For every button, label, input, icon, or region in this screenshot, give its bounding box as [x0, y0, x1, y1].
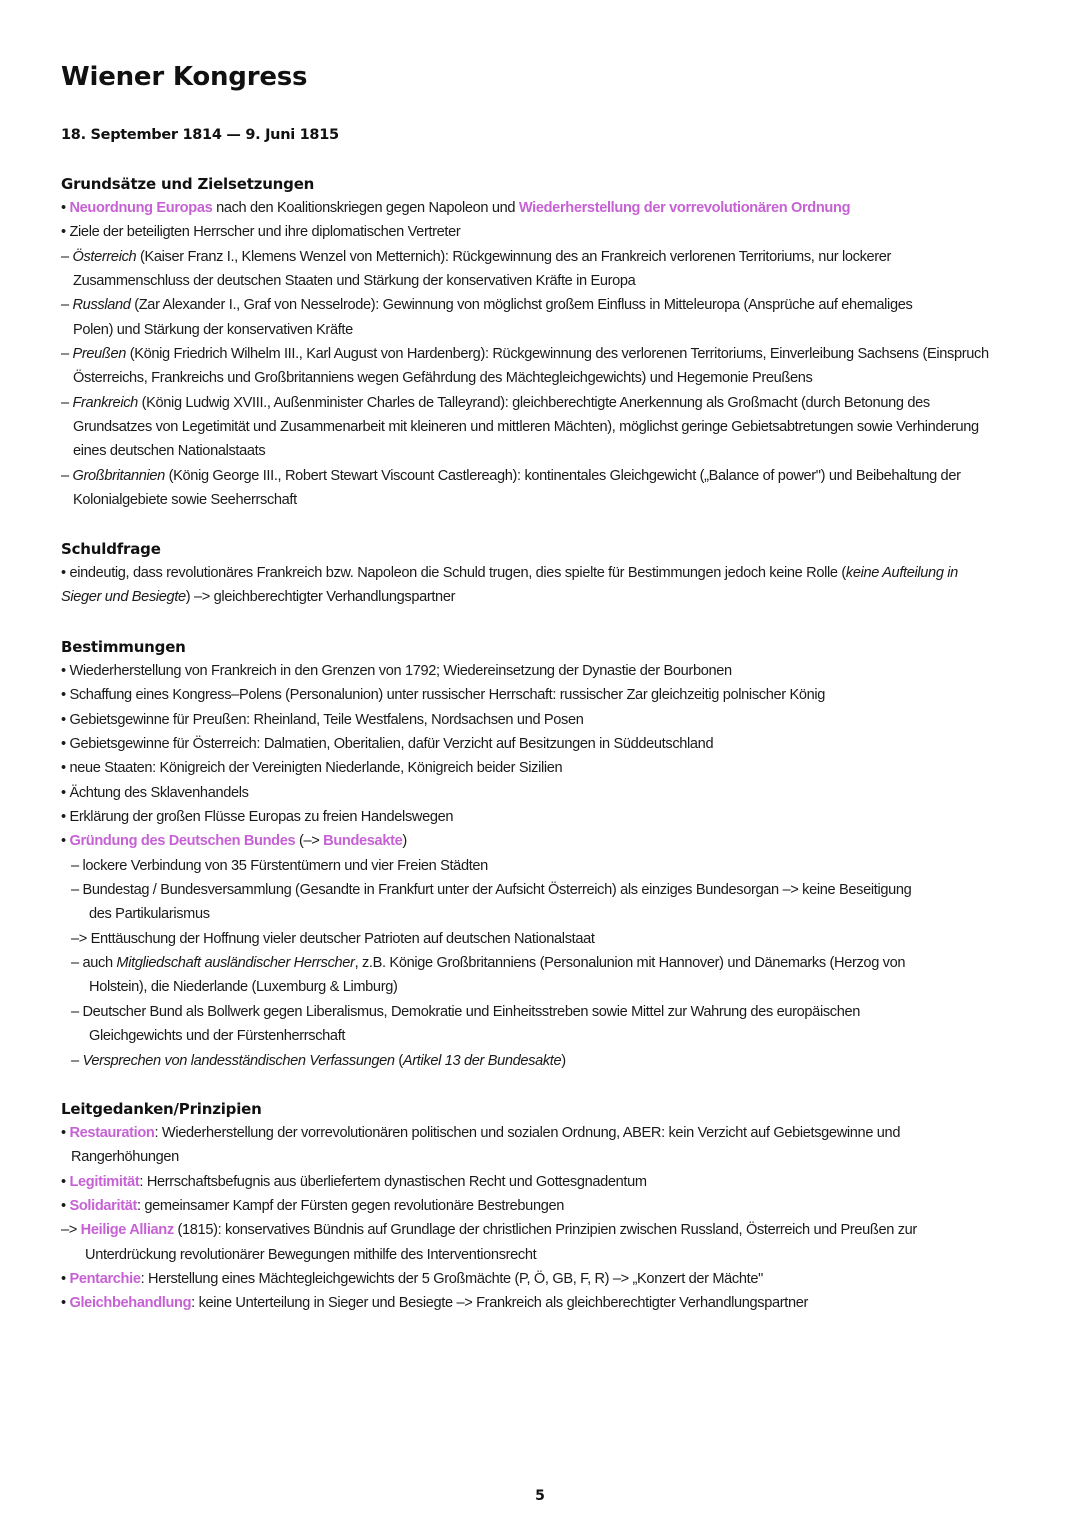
sub-item-continuation: des Partikularismus — [89, 906, 210, 923]
principle-legitimitaet: • Legitimität: Herrschaftsbefugnis aus überliefertem dynastischen Recht und Gottesgnadentum — [61, 1173, 647, 1190]
principle-pentarchie: • Pentarchie: Herstellung eines Mächtegleichgewichts der 5 Großmächte (P, Ö, GB, F, R) –> „Konzert der Mächte" — [61, 1271, 763, 1288]
section-leitgedanken — [61, 1097, 1022, 1316]
dash-item-grossbritannien: – Großbritannien (König George III., Robert Stewart Viscount Castlereagh): kontinentales Gleichgewicht („Balance of power") und Beibehaltung der — [61, 467, 961, 484]
page-title: Wiener Kongress — [61, 62, 308, 92]
sub-item: – Versprechen von landesständischen Verfassungen (Artikel 13 der Bundesakte) — [71, 1052, 566, 1069]
section-heading: Bestimmungen — [61, 638, 186, 656]
dash-item-continuation: Grundsatzes von Legetimität und Zusammenarbeit mit kleineren und mittleren Mächten), möglichst geringe Gebietsabtretungen sowie Verhinderung — [73, 419, 979, 436]
principle-solidaritaet: • Solidarität: gemeinsamer Kampf der Fürsten gegen revolutionäre Bestrebungen — [61, 1198, 565, 1215]
bullet-item: • Gebietsgewinne für Österreich: Dalmatien, Oberitalien, dafür Verzicht auf Besitzungen in Süddeutschland — [61, 736, 714, 753]
bullet-continuation: Rangerhöhungen — [71, 1149, 179, 1166]
highlight-term: Wiederherstellung der vorrevolutionären Ordnung — [518, 200, 851, 216]
sub-item: – Bundestag / Bundesversammlung (Gesandte in Frankfurt unter der Aufsicht Österreich) als einziges Bundesorgan –> keine Beseitigung — [71, 882, 912, 899]
dash-item-continuation: eines deutschen Nationalstaats — [73, 443, 266, 460]
dash-item-continuation: Zusammenschluss der deutschen Staaten und Stärkung der konservativen Kräfte in Europa — [73, 273, 636, 290]
highlight-term: Gründung des Deutschen Bundes — [69, 833, 296, 850]
bullet-continuation: Unterdrückung revolutionärer Bewegungen mithilfe des Interventionsrecht — [85, 1246, 537, 1263]
highlight-term: Restauration — [69, 1125, 155, 1141]
highlight-term: Solidarität — [69, 1198, 137, 1215]
sub-item: – auch Mitgliedschaft ausländischer Herrscher, z.B. Könige Großbritanniens (Personalunion mit Hannover) und Dänemarks (Herzog von — [71, 955, 906, 972]
section-schuldfrage — [61, 537, 1022, 610]
page-number: 5 — [535, 1488, 545, 1504]
dash-item-oesterreich: – Österreich (Kaiser Franz I., Klemens Wenzel von Metternich): Rückgewinnung des an Frankreich verlorenen Territoriums, nur lockerer — [61, 248, 892, 265]
section-heading: Schuldfrage — [61, 540, 161, 558]
sub-item: – lockere Verbindung von 35 Fürstentümern und vier Freien Städten — [71, 857, 488, 874]
bullet-item: • Neuordnung Europas nach den Koalitionskriegen gegen Napoleon und Wiederherstellung der vorrevolutionären Ordnung — [61, 200, 851, 216]
bullet-item: • Gebietsgewinne für Preußen: Rheinland, Teile Westfalens, Nordsachsen und Posen — [61, 711, 584, 728]
bullet-item: • Ziele der beteiligten Herrscher und ihre diplomatischen Vertreter — [61, 224, 461, 241]
dash-item-russland: – Russland (Zar Alexander I., Graf von Nesselrode): Gewinnung von möglichst großem Einfluss in Mitteleuropa (Ansprüche auf ehemaliges — [61, 297, 913, 314]
section-heading: Leitgedanken/Prinzipien — [61, 1100, 262, 1118]
dash-item-preussen: – Preußen (König Friedrich Wilhelm III., Karl August von Hardenberg): Rückgewinnung des verlorenen Territoriums, Einverleibung Sachsens (Einspruch — [61, 346, 989, 363]
sub-item-continuation: Holstein), die Niederlande (Luxemburg & Limburg) — [89, 979, 398, 996]
section-heading: Grundsätze und Zielsetzungen — [61, 175, 315, 193]
principle-gleichbehandlung: • Gleichbehandlung: keine Unterteilung in Sieger und Besiegte –> Frankreich als gleichberechtigter Verhandlungspartner — [61, 1295, 809, 1312]
principle-heilige-allianz: –> Heilige Allianz (1815): konservatives Bündnis auf Grundlage der christlichen Prinzipien zwischen Russland, Österreich und Preußen zur — [61, 1222, 917, 1239]
section-bestimmungen — [61, 635, 1022, 1073]
date-range: 18. September 1814 — 9. Juni 1815 — [61, 127, 339, 143]
dash-item-frankreich: – Frankreich (König Ludwig XVIII., Außenminister Charles de Talleyrand): gleichberechtigte Anerkennung als Großmacht (durch Betonung des — [61, 394, 930, 411]
highlight-term: Neuordnung Europas — [69, 200, 213, 216]
dash-item-continuation: Polen) und Stärkung der konservativen Kräfte — [73, 321, 353, 338]
dash-item-continuation: Kolonialgebiete sowie Seeherrschaft — [73, 492, 297, 509]
bullet-item: • Ächtung des Sklavenhandels — [61, 784, 249, 801]
bullet-item: • Schaffung eines Kongress–Polens (Personalunion) unter russischer Herrschaft: russischer Zar gleichzeitig polnischer König — [61, 687, 826, 704]
sub-item: – Deutscher Bund als Bollwerk gegen Liberalismus, Demokratie und Einheitsstreben sowie Mittel zur Wahrung des europäischen — [71, 1003, 861, 1020]
bullet-item: • Wiederherstellung von Frankreich in den Grenzen von 1792; Wiedereinsetzung der Dynastie der Bourbonen — [61, 663, 732, 679]
bullet-item-deutscher-bund: • Gründung des Deutschen Bundes (–> Bundesakte) — [61, 833, 407, 850]
section-grundsaetze — [61, 172, 1022, 512]
highlight-term: Bundesakte — [323, 833, 403, 850]
highlight-term: Gleichbehandlung — [69, 1295, 192, 1312]
bullet-continuation: Sieger und Besiegte) –> gleichberechtigter Verhandlungspartner — [61, 589, 456, 606]
sub-item-continuation: Gleichgewichts und der Fürstenherrschaft — [89, 1028, 346, 1045]
sub-item: –> Enttäuschung der Hoffnung vieler deutscher Patrioten auf deutschen Nationalstaat — [71, 930, 595, 947]
bullet-item: • neue Staaten: Königreich der Vereinigten Niederlande, Königreich beider Sizilien — [61, 760, 563, 777]
bullet-item: • eindeutig, dass revolutionäres Frankreich bzw. Napoleon die Schuld trugen, dies spielte für Bestimmungen jedoch keine Rolle (keine Aufteilung in — [61, 565, 958, 581]
highlight-term: Legitimität — [69, 1173, 140, 1190]
dash-item-continuation: Österreichs, Frankreichs und Großbritanniens wegen Gefährdung des Mächtegleichgewichts) und Hegemonie Preußens — [73, 370, 813, 387]
highlight-term: Pentarchie — [69, 1271, 141, 1288]
highlight-term: Heilige Allianz — [80, 1222, 174, 1239]
bullet-item: • Erklärung der großen Flüsse Europas zu freien Handelswegen — [61, 809, 454, 826]
principle-restauration: • Restauration: Wiederherstellung der vorrevolutionären politischen und sozialen Ordnung, ABER: kein Verzicht auf Gebietsgewinne und — [61, 1125, 901, 1141]
